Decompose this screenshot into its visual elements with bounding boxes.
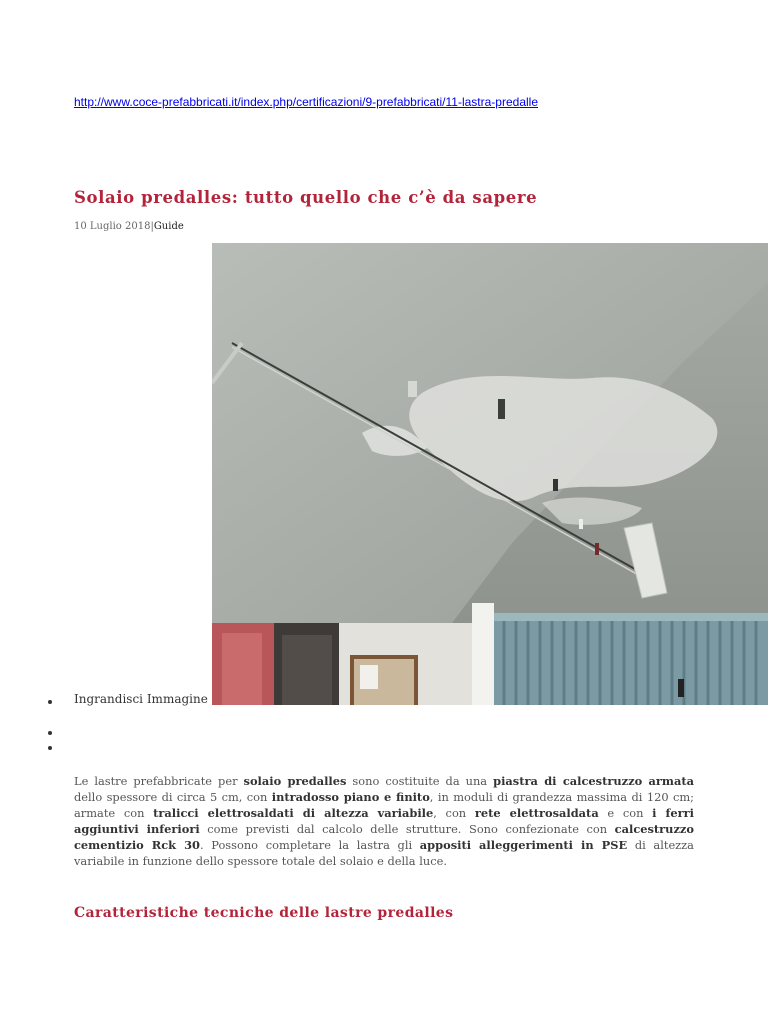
article-title: Solaio predalles: tutto quello che c’è da sapere (74, 188, 538, 207)
article-date: 10 Luglio 2018 (74, 221, 151, 232)
section-heading: Caratteristiche tecniche delle lastre predalles (74, 905, 454, 921)
body-bold: intradosso piano e finito (271, 790, 430, 804)
list-bullet (48, 731, 52, 735)
body-text: , in moduli di grandezza massima di 120 cm; armate con (74, 790, 694, 820)
garage-door (494, 613, 768, 705)
category-link[interactable]: Guide (153, 221, 184, 232)
article-meta (74, 221, 184, 232)
door-handle (678, 679, 684, 697)
list-bullet (48, 746, 52, 750)
article-photo (212, 243, 768, 705)
body-text: . Possono completare la lastra gli (199, 838, 420, 852)
body-bold: rete elettrosaldata (474, 806, 599, 820)
ceiling-anchor (498, 399, 505, 419)
body-bold: piastra di calcestruzzo armata (493, 774, 694, 788)
ceiling-photo-illustration (212, 243, 768, 705)
body-bold: i ferri aggiuntivi inferiori (74, 806, 694, 836)
meta-separator: | (150, 221, 154, 232)
body-bold: tralicci elettrosaldati di altezza variabile (153, 806, 434, 820)
list-bullet (48, 700, 52, 704)
body-text: di altezza variabile in funzione dello spessore totale del solaio e della luce. (74, 838, 694, 868)
body-text: Le lastre prefabbricate per (74, 774, 244, 788)
body-text: sono costituite da una (346, 774, 494, 788)
ceiling-anchor (408, 381, 417, 397)
source-link[interactable]: http://www.coce-prefabbricati.it/index.php/certificazioni/9-prefabbricati/11-lastra-predalle (74, 95, 538, 109)
body-text: , con (433, 806, 475, 820)
body-bold: calcestruzzo cementizio Rck 30 (74, 822, 694, 852)
enlarge-image-link[interactable]: Ingrandisci Immagine (74, 692, 208, 706)
body-text: come previsti dal calcolo delle strutture. Sono confezionate con (199, 822, 615, 836)
body-bold: solaio predalles (243, 774, 347, 788)
body-text: e con (598, 806, 653, 820)
body-bold: appositi alleggerimenti in PSE (419, 838, 628, 852)
article-paragraph (74, 773, 694, 869)
body-text: dello spessore di circa 5 cm, con (74, 790, 272, 804)
